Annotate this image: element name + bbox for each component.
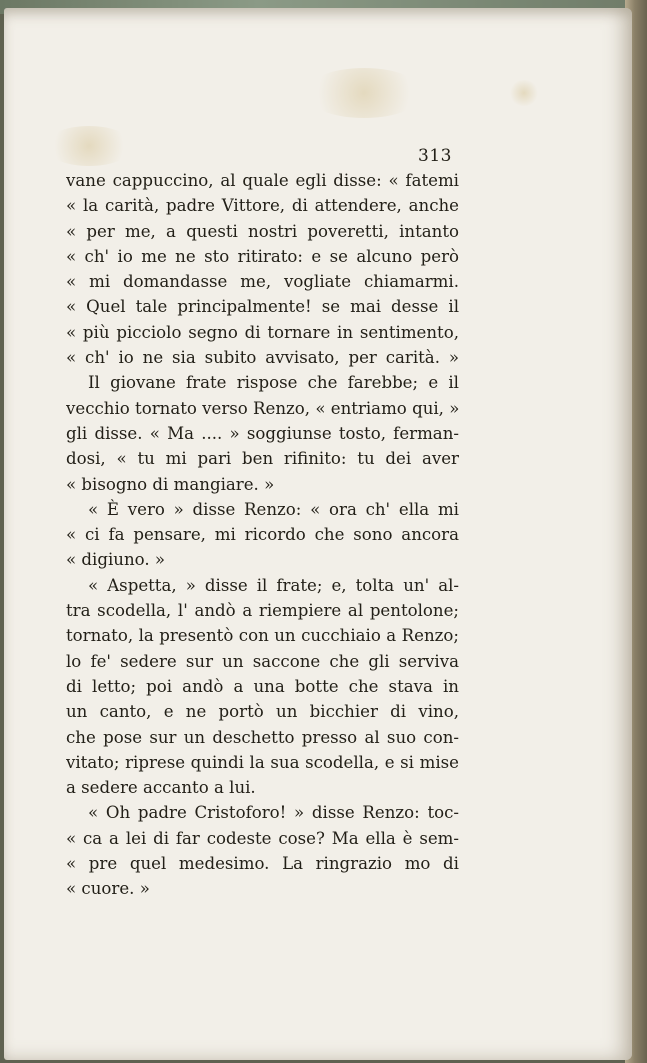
text-line: di letto; poi andò a una botte che stava in (66, 676, 459, 696)
text-line: tornato, la presentò con un cucchiaio a Renzo; (66, 626, 459, 646)
text-line: « cuore. » (66, 879, 150, 899)
paper-stain (304, 68, 424, 118)
text-line: « la carità, padre Vittore, di attendere, anche (66, 196, 459, 216)
text-line: « ca a lei di far codeste cose? Ma ella è sem- (66, 828, 459, 848)
text-line: « mi domandasse me, vogliate chiamarmi. (66, 272, 459, 292)
text-line: che pose sur un deschetto presso al suo con- (66, 727, 459, 747)
page-number: 313 (418, 146, 452, 166)
text-line: « È vero » disse Renzo: « ora ch' ella mi (88, 499, 459, 519)
text-line: « pre quel medesimo. La ringrazio mo di (66, 854, 459, 874)
text-line: gli disse. « Ma .... » soggiunse tosto, ferman- (66, 423, 459, 443)
text-line: a sedere accanto a lui. (66, 778, 256, 798)
paper-stain (509, 80, 539, 106)
text-line: « Oh padre Cristoforo! » disse Renzo: toc- (88, 803, 459, 823)
text-line: « per me, a questi nostri poveretti, intanto (66, 221, 459, 241)
text-line: vitato; riprese quindi la sua scodella, e si mise (66, 752, 459, 772)
text-line: un canto, e ne portò un bicchier di vino, (66, 702, 459, 722)
text-line: « più picciolo segno di tornare in sentimento, (66, 322, 459, 342)
text-line: dosi, « tu mi pari ben rifinito: tu dei aver (66, 449, 459, 469)
text-line: « ch' io me ne sto ritirato: e se alcuno però (66, 246, 459, 266)
text-line: vane cappuccino, al quale egli disse: « fatemi (66, 171, 459, 190)
text-line: « ch' io ne sia subito avvisato, per carità. » (66, 348, 459, 368)
text-line: tra scodella, l' andò a riempiere al pentolone; (66, 601, 459, 621)
text-line: « ci fa pensare, mi ricordo che sono ancora (66, 525, 459, 545)
text-line: Il giovane frate rispose che farebbe; e il (88, 373, 459, 393)
text-line: « Aspetta, » disse il frate; e, tolta un' al- (88, 575, 459, 595)
text-line: lo fe' sedere sur un saccone che gli serviva (66, 651, 459, 671)
body-text (66, 168, 459, 902)
text-line: « digiuno. » (66, 550, 166, 570)
text-line: « bisogno di mangiare. » (66, 474, 275, 494)
paper-stain (44, 126, 134, 166)
text-line: vecchio tornato verso Renzo, « entriamo qui, » (66, 398, 459, 418)
text-line: « Quel tale principalmente! se mai desse il (66, 297, 459, 317)
